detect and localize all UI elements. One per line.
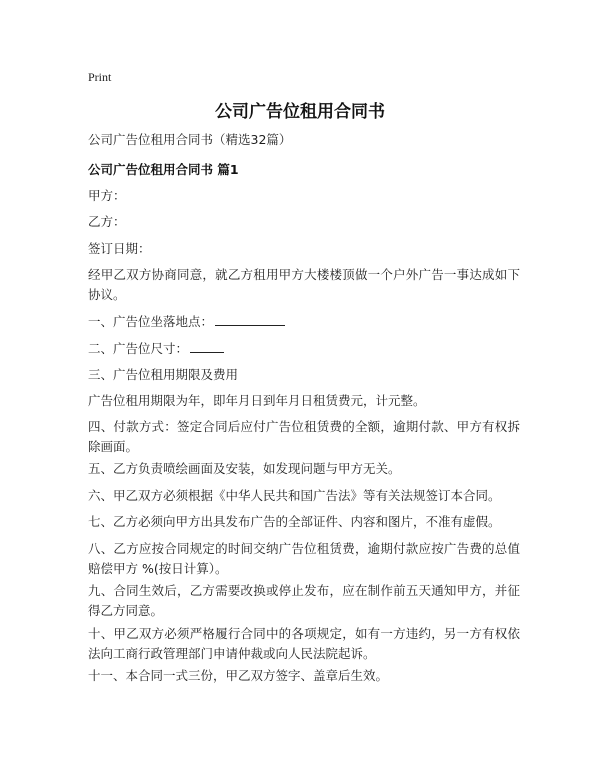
- clause-9: 九、合同生效后，乙方需要改换或停止发布，应在制作前五天通知甲方，并征得乙方同意。: [88, 583, 520, 618]
- party-b-line: 乙方：: [88, 214, 126, 229]
- clause-2-text: 二、广告位尺寸：: [88, 341, 189, 356]
- clause-1: [88, 312, 520, 332]
- location-blank-line: [215, 312, 285, 326]
- party-a-line: 甲方：: [88, 188, 126, 203]
- document-subtitle: 公司广告位租用合同书（精选32篇）: [88, 132, 292, 147]
- clause-6: 六、甲乙双方必须根据《中华人民共和国广告法》等有关法规签订本合同。: [88, 488, 501, 503]
- size-blank-line: [190, 339, 224, 353]
- clause-1-text: 一、广告位坐落地点：: [88, 314, 214, 329]
- clause-4: 四、付款方式：签定合同后应付广告位租赁费的全额，逾期付款、甲方有权拆除画面。: [88, 419, 520, 454]
- clause-8: 八、乙方应按合同规定的时间交纳广告位租赁费，逾期付款应按广告费的总值赔偿甲方 %(按日计算）。: [88, 541, 520, 576]
- clause-2: [88, 339, 520, 359]
- print-label[interactable]: Print: [88, 70, 112, 84]
- clause-7: 七、乙方必须向甲方出具发布广告的全部证件、内容和图片，不准有虚假。: [88, 514, 501, 529]
- clause-11: 十一、本合同一式三份，甲乙双方签字、盖章后生效。: [88, 668, 389, 683]
- page-title: 公司广告位租用合同书: [215, 102, 385, 122]
- clause-10: 十、甲乙双方必须严格履行合同中的各项规定，如有一方违约，另一方有权依法向工商行政管理部门申请仲裁或向人民法院起诉。: [88, 626, 520, 661]
- section-heading: 公司广告位租用合同书 篇1: [88, 162, 239, 177]
- clause-3: 三、广告位租用期限及费用: [88, 367, 239, 382]
- clause-3-detail: 广告位租用期限为年，即年月日到年月日租赁费元，计元整。: [88, 393, 426, 408]
- sign-date-line: 签订日期：: [88, 241, 151, 256]
- clause-5: 五、乙方负责喷绘画面及安装，如发现问题与甲方无关。: [88, 461, 401, 476]
- intro-paragraph: 经甲乙双方协商同意，就乙方租用甲方大楼楼顶做一个户外广告一事达成如下协议。: [88, 267, 520, 302]
